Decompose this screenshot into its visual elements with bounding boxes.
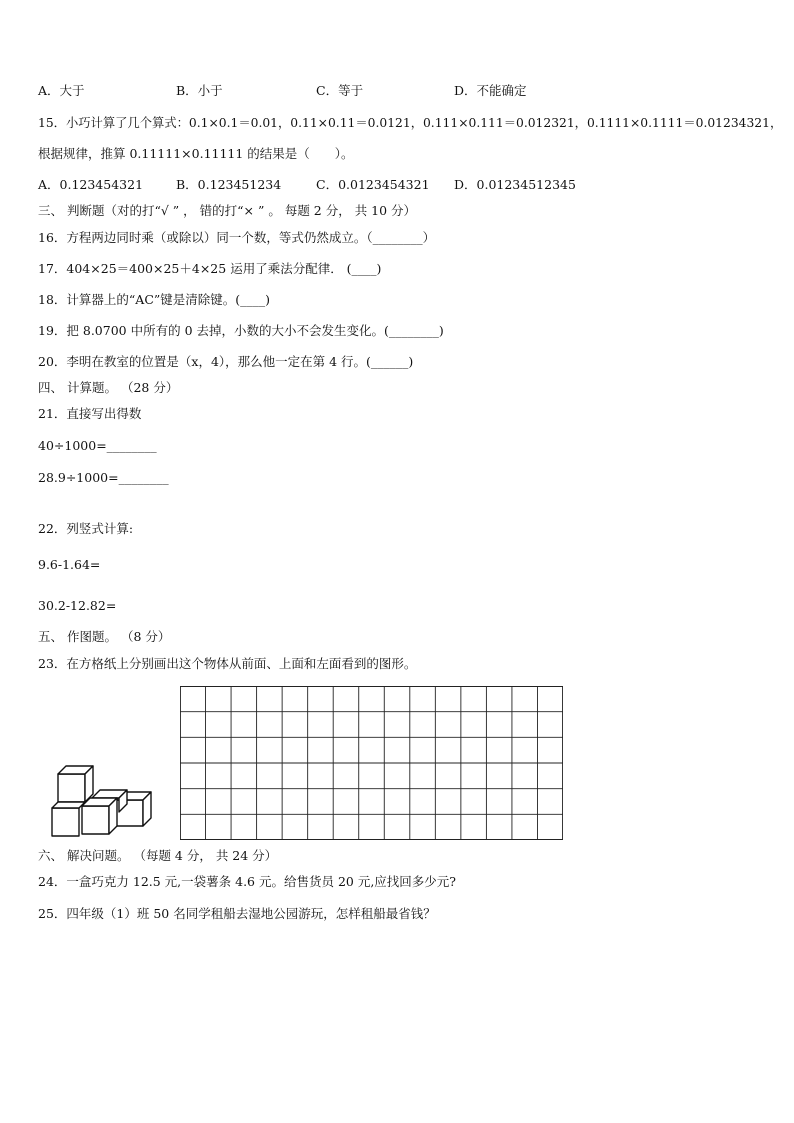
q14-option-c: C．等于: [316, 83, 364, 98]
q21-item-2: 28.9÷1000=________: [38, 470, 169, 485]
q14-option-d: D．不能确定: [454, 83, 527, 98]
q14-option-b: B．小于: [176, 83, 223, 98]
drawing-grid: [180, 686, 563, 840]
section4-title: 四、 计算题。 （28 分）: [38, 380, 179, 395]
q16: 16．方程两边同时乘（或除以）同一个数，等式仍然成立。（________）: [38, 230, 436, 245]
q19: 19．把 8.0700 中所有的 0 去掉，小数的大小不会发生变化。(________): [38, 323, 444, 338]
q15-option-a: A．0.123454321: [38, 177, 144, 192]
q15-option-d: D．0.01234512345: [454, 177, 576, 192]
q18: 18．计算器上的“AC”键是清除键。(____): [38, 292, 271, 307]
q21-item-1: 40÷1000=________: [38, 438, 157, 453]
q17: 17．404×25＝400×25＋4×25 运用了乘法分配律． (____): [38, 261, 382, 276]
section3-title: 三、 判断题（对的打“√ ” ， 错的打“× ” 。 每题 2 分， 共 10 分）: [38, 203, 417, 218]
q25: 25．四年级（1）班 50 名同学租船去湿地公园游玩，怎样租船最省钱？: [38, 906, 436, 921]
section6-title: 六、 解决问题。 （每题 4 分， 共 24 分）: [38, 848, 278, 863]
q22-item-1: 9.6-1.64=: [38, 557, 101, 572]
q14-option-a: A．大于: [38, 83, 85, 98]
q22: 22．列竖式计算:: [38, 521, 134, 536]
q22-item-2: 30.2-12.82=: [38, 598, 117, 613]
q15-option-c: C．0.0123454321: [316, 177, 430, 192]
q24: 24．一盒巧克力 12.5 元,一袋薯条 4.6 元。给售货员 20 元,应找回多少元?: [38, 874, 457, 889]
q23: 23．在方格纸上分别画出这个物体从前面、上面和左面看到的图形。: [38, 656, 417, 671]
q20: 20．李明在教室的位置是（x，4），那么他一定在第 4 行。(______): [38, 354, 414, 369]
section5-title: 五、 作图题。 （8 分）: [38, 629, 171, 644]
q15-option-b: B．0.123451234: [176, 177, 282, 192]
q21: 21．直接写出得数: [38, 406, 142, 421]
q15-stem-line1: 15．小巧计算了几个算式：0.1×0.1＝0.01，0.11×0.11＝0.0121，0.111×0.111＝0.012321，0.1111×0.1111＝0.01234321，: [38, 116, 783, 130]
q15-stem-line2: 根据规律，推算 0.11111×0.11111 的结果是（ ）。: [38, 146, 354, 161]
cube-figure: [48, 764, 160, 840]
